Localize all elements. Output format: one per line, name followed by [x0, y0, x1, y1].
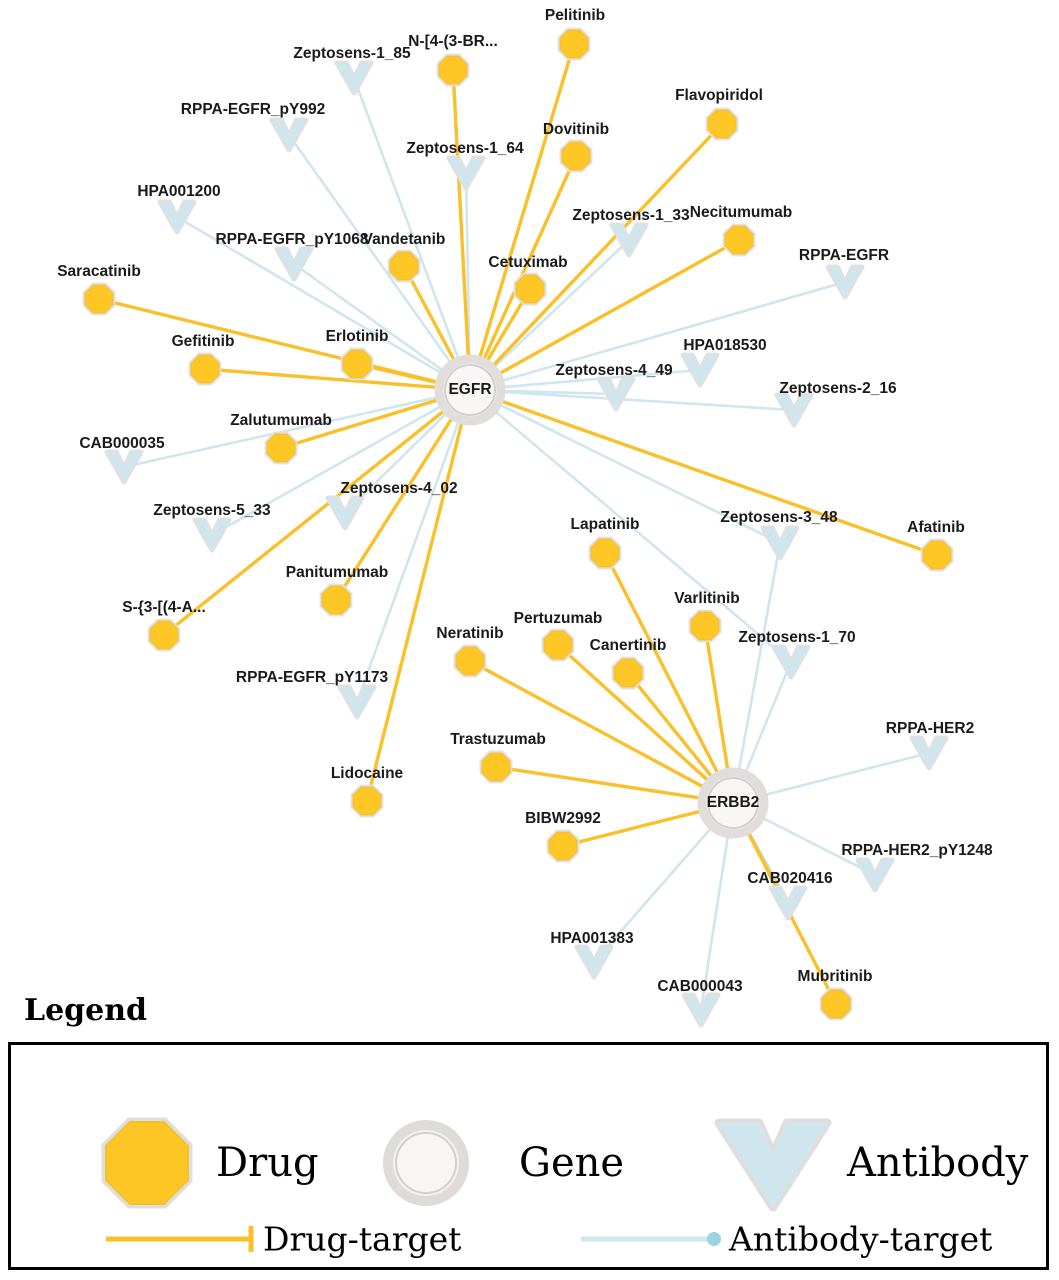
drug-target-edge: [705, 626, 728, 771]
drug-node: [150, 621, 178, 649]
drug-node: [822, 990, 850, 1018]
antibody-label: HPA001383: [550, 930, 634, 947]
drug-label: Cetuximab: [488, 254, 568, 271]
gene-label: EGFR: [448, 381, 492, 398]
legend-drug-icon: [106, 1122, 188, 1204]
antibody-label: RPPA-HER2_pY1248: [841, 842, 993, 859]
antibody-node: [337, 63, 371, 93]
drug-label: Pelitinib: [544, 7, 606, 24]
drug-label: N-[4-(3-BR...: [408, 33, 498, 50]
drug-label: BIBW2992: [525, 810, 601, 827]
drug-node: [591, 539, 619, 567]
legend-gene-icon: [388, 1125, 464, 1201]
antibody-label: Zeptosens-1_70: [738, 629, 856, 646]
drug-label: Neratinib: [436, 625, 504, 642]
drug-node: [549, 832, 577, 860]
drug-node: [560, 30, 588, 58]
drug-node: [439, 56, 467, 84]
drug-target-edge: [205, 369, 438, 387]
antibody-label: Zeptosens-1_33: [572, 207, 690, 224]
antibody-node: [774, 647, 808, 677]
antibody-label: RPPA-EGFR_pY1173: [235, 669, 389, 686]
antibody-label: RPPA-HER2: [885, 720, 975, 737]
antibody-label: CAB000043: [657, 978, 743, 995]
legend-title: Legend: [24, 993, 148, 1028]
drug-label: Trastuzumab: [450, 731, 546, 748]
drug-node: [353, 787, 381, 815]
gene-label: ERBB2: [706, 794, 760, 811]
antibody-node: [340, 687, 374, 717]
antibody-label: HPA001200: [137, 183, 221, 200]
drug-target-edge: [628, 673, 713, 778]
antibody-node: [107, 452, 141, 482]
drug-label: Dovitinib: [542, 121, 610, 138]
antibody-label: RPPA-EGFR: [798, 247, 890, 264]
drug-node: [544, 631, 572, 659]
drug-node: [614, 659, 642, 687]
antibody-node: [195, 520, 229, 550]
drug-target-edge: [479, 44, 574, 359]
drug-target-edge: [492, 124, 722, 367]
antibody-label: RPPA-EGFR_pY1068: [215, 231, 369, 248]
drug-label: Zalutumumab: [230, 412, 332, 429]
antibody-target-edge: [745, 662, 791, 773]
drug-node: [725, 226, 753, 254]
drug-node: [85, 285, 113, 313]
legend-label-antibody: Antibody: [847, 1140, 1029, 1186]
drug-node: [456, 647, 484, 675]
drug-node: [191, 355, 219, 383]
antibody-node: [684, 995, 718, 1025]
drug-label: Vandetanib: [362, 231, 446, 248]
drug-label: Erlotinib: [325, 328, 389, 345]
legend-box: [8, 1042, 1049, 1270]
legend-label-gene: Gene: [519, 1140, 625, 1186]
drug-label: Necitumumab: [689, 204, 793, 221]
legend-antibody-edge: [581, 1232, 721, 1246]
antibody-label: Zeptosens-3_48: [720, 509, 838, 526]
drug-node: [482, 753, 510, 781]
drug-label: Canertinib: [589, 637, 667, 654]
antibody-node: [771, 888, 805, 918]
antibody-label: Zeptosens-4_02: [340, 480, 458, 497]
antibody-target-edge: [764, 753, 929, 795]
antibody-node: [272, 120, 306, 150]
antibody-node: [858, 860, 892, 890]
drug-label: Pertuzumab: [513, 610, 603, 627]
antibody-label: Zeptosens-4_49: [555, 362, 673, 379]
antibody-label: RPPA-EGFR_pY992: [180, 101, 326, 118]
legend-label-drug-target: Drug-target: [263, 1219, 462, 1259]
drug-node: [390, 252, 418, 280]
antibody-label: Zeptosens-5_33: [153, 502, 271, 519]
antibody-label: Zeptosens-1_64: [406, 140, 524, 157]
drug-label: Lidocaine: [330, 765, 404, 782]
antibody-label: CAB020416: [747, 870, 833, 887]
drug-node: [708, 110, 736, 138]
drug-label: Mubritinib: [797, 968, 873, 985]
antibody-label: Zeptosens-2_16: [779, 380, 897, 397]
drug-node: [562, 142, 590, 170]
antibody-label: CAB000035: [79, 435, 165, 452]
antibody-target-edge: [502, 392, 794, 410]
drug-target-edge: [496, 767, 701, 798]
antibody-node: [328, 498, 362, 528]
antibody-node: [277, 249, 311, 279]
legend-drug-edge: [106, 1226, 251, 1252]
drug-label: Lapatinib: [570, 516, 640, 533]
drug-node: [267, 434, 295, 462]
drug-label: S-{3-[(4-A...: [122, 599, 206, 616]
drug-target-edge: [500, 401, 937, 555]
drug-label: Afatinib: [907, 519, 965, 536]
drug-node: [923, 541, 951, 569]
antibody-node: [912, 738, 946, 768]
drug-label: Gefitinib: [171, 333, 235, 350]
legend-label-drug: Drug: [216, 1140, 319, 1186]
drug-node: [322, 586, 350, 614]
drug-node: [343, 350, 371, 378]
antibody-node: [763, 528, 797, 558]
antibody-node: [449, 158, 483, 188]
drug-label: Varlitinib: [674, 590, 740, 607]
antibody-label: HPA018530: [683, 337, 767, 354]
drug-label: Flavopiridol: [675, 87, 763, 104]
drug-node: [516, 275, 544, 303]
antibody-target-edge: [501, 282, 845, 381]
legend-label-antibody-target: Antibody-target: [729, 1219, 993, 1259]
antibody-node: [828, 267, 862, 297]
antibody-label: Zeptosens-1_85: [293, 45, 411, 62]
antibody-target-edge: [357, 420, 459, 702]
antibody-node: [160, 202, 194, 232]
drug-node: [691, 612, 719, 640]
antibody-node: [577, 947, 611, 977]
legend-antibody-icon: [719, 1123, 827, 1207]
drug-label: Saracatinib: [57, 263, 141, 280]
drug-label: Panitumumab: [285, 564, 389, 581]
